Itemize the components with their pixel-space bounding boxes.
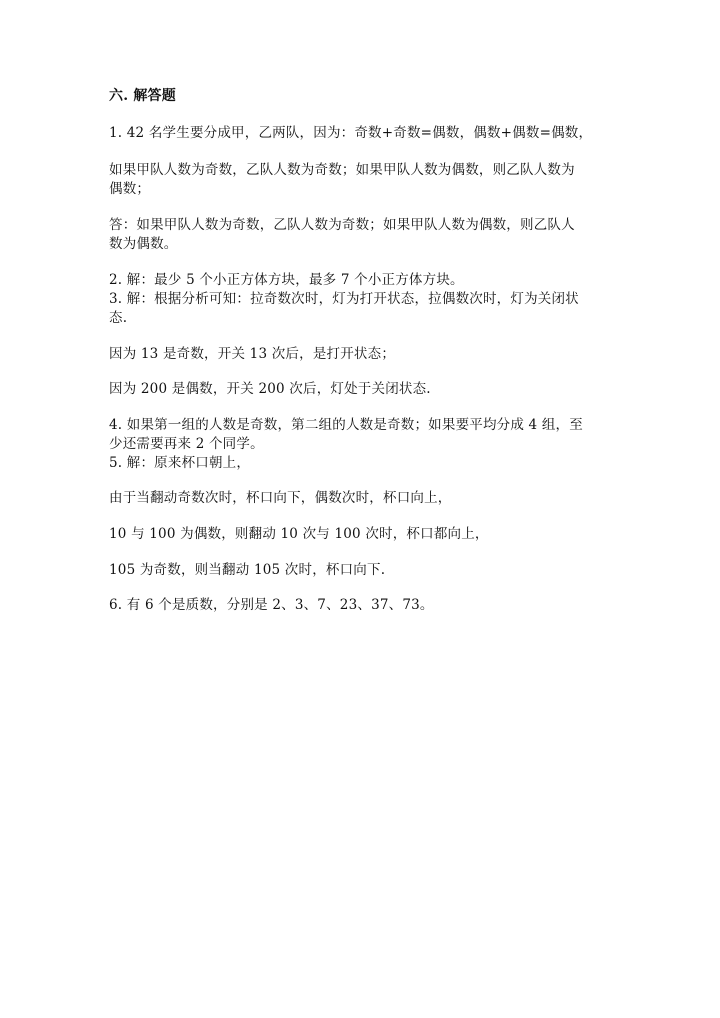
answer-5-line-1: 5. 解：原来杯口朝上，	[109, 455, 251, 471]
section-title: 六. 解答题	[109, 88, 176, 104]
answer-1-line-5: 数为偶数。	[109, 236, 178, 252]
answer-4-line-1: 4. 如果第一组的人数是奇数，第二组的人数是奇数；如果要平均分成 4 组，至	[109, 417, 583, 433]
answer-5-line-4: 105 为奇数，则当翻动 105 次时，杯口向下.	[109, 562, 386, 578]
answer-5-line-2: 由于当翻动奇数次时，杯口向下，偶数次时，杯口向上，	[109, 490, 452, 506]
answer-1-line-1: 1. 42 名学生要分成甲，乙两队，因为：奇数+奇数=偶数，偶数+偶数=偶数，	[109, 125, 593, 141]
answer-5-line-3: 10 与 100 为偶数，则翻动 10 次与 100 次时，杯口都向上，	[109, 526, 489, 542]
answer-1-line-2: 如果甲队人数为奇数，乙队人数为奇数；如果甲队人数为偶数，则乙队人数为	[109, 162, 575, 178]
answer-3-line-1: 3. 解：根据分析可知：拉奇数次时，灯为打开状态，拉偶数次时，灯为关闭状	[109, 291, 579, 307]
answer-3-line-3: 因为 13 是奇数，开关 13 次后，是打开状态；	[109, 346, 396, 362]
answer-2-line-1: 2. 解：最少 5 个小正方体方块，最多 7 个小正方体方块。	[109, 272, 464, 288]
answer-6-line-1: 6. 有 6 个是质数，分别是 2、3、7、23、37、73。	[109, 597, 434, 613]
answer-1-line-3: 偶数；	[109, 181, 151, 197]
answer-3-line-2: 态.	[109, 310, 128, 326]
answer-4-line-2: 少还需要再来 2 个同学。	[109, 436, 264, 452]
answer-1-line-4: 答：如果甲队人数为奇数，乙队人数为奇数；如果甲队人数为偶数，则乙队人	[109, 217, 575, 233]
answer-3-line-4: 因为 200 是偶数，开关 200 次后，灯处于关闭状态.	[109, 381, 431, 397]
